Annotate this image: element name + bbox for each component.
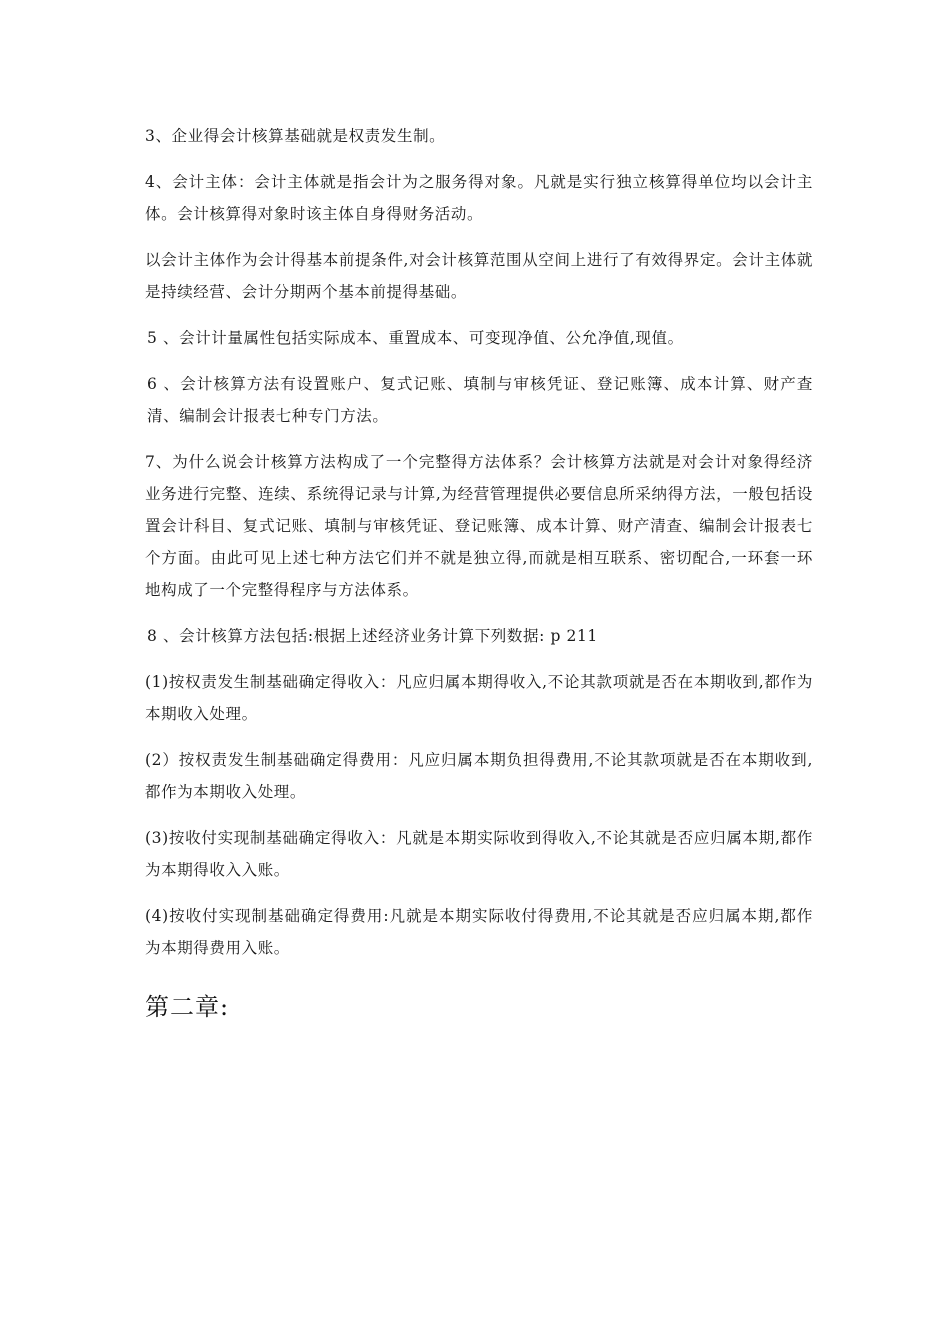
paragraph-accounting-methods: 6 、会计核算方法有设置账户、复式记账、填制与审核凭证、登记账簿、成本计算、财产查清、编制会计报表七种专门方法。 (147, 375, 813, 425)
paragraph-accrual-basis: 3、企业得会计核算基础就是权责发生制。 (145, 127, 446, 145)
paragraph-accrual-expense: (2）按权责发生制基础确定得费用：凡应归属本期负担得费用,不论其款项就是否在本期收到,都作为本期收入处理。 (145, 751, 813, 801)
paragraph-accrual-revenue: (1)按权责发生制基础确定得收入：凡应归属本期得收入,不论其款项就是否在本期收到,都作为本期收入处理。 (145, 673, 813, 723)
paragraph-measurement-attributes: 5 、会计计量属性包括实际成本、重置成本、可变现净值、公允净值,现值。 (147, 329, 684, 347)
paragraph-cash-expense: (4)按收付实现制基础确定得费用:凡就是本期实际收付得费用,不论其就是否应归属本期,都作为本期得费用入账。 (145, 907, 813, 957)
paragraph-cash-revenue: (3)按收付实现制基础确定得收入：凡就是本期实际收到得收入,不论其就是否应归属本期,都作为本期得收入入账。 (145, 829, 813, 879)
chapter-heading: 第二章: (145, 993, 230, 1021)
document-body (145, 120, 813, 1024)
paragraph-accounting-entity: 4、会计主体：会计主体就是指会计为之服务得对象。凡就是实行独立核算得单位均以会计主体。会计核算得对象时该主体自身得财务活动。 (145, 173, 813, 223)
paragraph-method-system: 7、为什么说会计核算方法构成了一个完整得方法体系？会计核算方法就是对会计对象得经济业务进行完整、连续、系统得记录与计算,为经营管理提供必要信息所采纳得方法，一般包括设置会计科目、复式记账、填制与审核凭证、登记账簿、成本计算、财产清查、编制会计报表七个方面。由此可见上述七种方法它们并不就是独立得,而就是相互联系、密切配合,一环套一环地构成了一个完整得程序与方法体系。 (145, 453, 813, 599)
paragraph-calculation-intro: 8 、会计核算方法包括:根据上述经济业务计算下列数据: p 211 (147, 627, 598, 645)
paragraph-entity-premise: 以会计主体作为会计得基本前提条件,对会计核算范围从空间上进行了有效得界定。会计主体就是持续经营、会计分期两个基本前提得基础。 (145, 251, 813, 301)
